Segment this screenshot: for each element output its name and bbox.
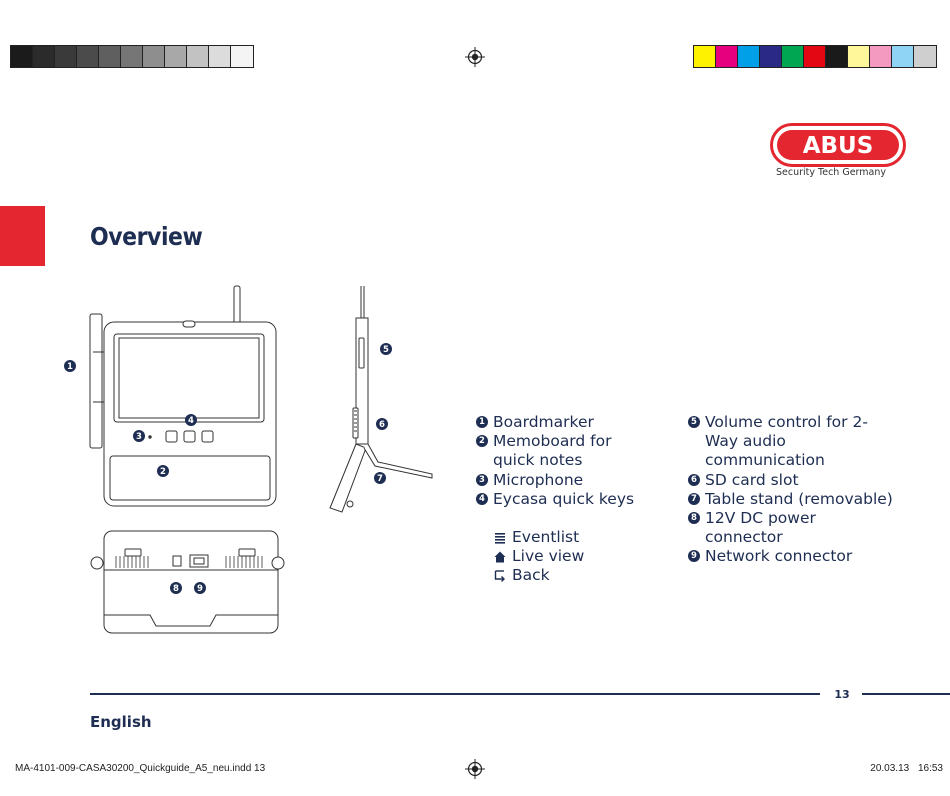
color-swatch: [165, 46, 187, 67]
legend-text: Table stand (removable): [705, 489, 893, 508]
color-swatch: [870, 46, 892, 67]
print-slug-timestamp: 20.03.13 16:53: [870, 763, 943, 774]
color-swatch: [848, 46, 870, 67]
callout-badge-3: [133, 430, 145, 442]
quick-key-list: [494, 528, 644, 586]
svg-text:4: 4: [188, 416, 194, 426]
footer-rule: [90, 693, 820, 695]
color-swatch: [11, 46, 33, 67]
key-label: Live view: [512, 547, 585, 566]
key-item-live-view: [494, 547, 644, 566]
number-badge: 8: [688, 512, 700, 524]
color-bar: [693, 45, 937, 68]
number-badge: 2: [476, 435, 488, 447]
color-swatch: [804, 46, 826, 67]
color-swatch: [121, 46, 143, 67]
svg-text:5: 5: [383, 345, 389, 355]
callout-badge-5: [380, 343, 392, 355]
back-arrow-icon: [494, 570, 506, 582]
key-item-eventlist: [494, 528, 644, 547]
color-swatch: [760, 46, 782, 67]
legend-text: SD card slot: [705, 470, 799, 489]
color-swatch: [209, 46, 231, 67]
legend-item: [688, 471, 898, 490]
svg-text:2: 2: [160, 467, 166, 477]
language-label: English: [90, 713, 152, 731]
home-icon: [494, 551, 506, 563]
callout-badge-7: [374, 472, 386, 484]
grayscale-bar: [10, 45, 254, 68]
number-badge: 9: [688, 550, 700, 562]
color-swatch: [231, 46, 253, 67]
legend-text: Network connector: [705, 547, 853, 566]
legend-item: [476, 471, 676, 490]
color-swatch: [99, 46, 121, 67]
legend-text: Volume control for 2-Way audio communication: [705, 413, 868, 470]
legend-item: [476, 490, 676, 509]
number-badge: 1: [476, 416, 488, 428]
svg-text:3: 3: [136, 432, 142, 442]
front-view: [90, 286, 276, 506]
color-swatch: [716, 46, 738, 67]
abus-logo: [770, 123, 906, 167]
color-swatch: [782, 46, 804, 67]
legend-right: [688, 413, 898, 567]
footer-rule: [862, 693, 950, 695]
legend-text: Eycasa quick keys: [493, 489, 635, 508]
list-icon: [494, 532, 506, 544]
page-number: 13: [834, 688, 850, 701]
legend-item: [476, 432, 676, 470]
logo-tagline: Security Tech Germany: [776, 167, 886, 178]
color-swatch: [77, 46, 99, 67]
legend-item: [688, 413, 898, 471]
svg-text:9: 9: [197, 584, 203, 594]
legend-text: Boardmarker: [493, 413, 594, 431]
bottom-view: [91, 531, 284, 633]
callout-badge-1: [64, 360, 76, 372]
device-illustration: [55, 280, 455, 640]
legend-text: Microphone: [493, 470, 584, 489]
svg-text:7: 7: [377, 474, 383, 484]
number-badge: 4: [476, 493, 488, 505]
color-swatch: [914, 46, 936, 67]
callout-badge-8: [170, 582, 182, 594]
legend-item: [688, 547, 898, 566]
callout-badge-4: [185, 414, 197, 426]
number-badge: 5: [688, 416, 700, 428]
svg-text:8: 8: [173, 584, 179, 594]
color-swatch: [55, 46, 77, 67]
legend-left: [476, 413, 676, 509]
color-swatch: [143, 46, 165, 67]
key-label: Eventlist: [512, 528, 580, 546]
logo-text: ABUS: [802, 133, 874, 159]
color-swatch: [892, 46, 914, 67]
registration-mark-icon: [465, 759, 485, 779]
color-swatch: [826, 46, 848, 67]
svg-text:6: 6: [379, 420, 385, 430]
number-badge: 6: [688, 474, 700, 486]
color-swatch: [694, 46, 716, 67]
color-swatch: [187, 46, 209, 67]
key-label: Back: [512, 566, 550, 585]
callout-badge-2: [157, 465, 169, 477]
legend-text: Memoboard for quick notes: [493, 432, 612, 470]
callout-badge-6: [376, 418, 388, 430]
key-item-back: [494, 566, 644, 585]
print-slug-filename: MA-4101-009-CASA30200_Quickguide_A5_neu.indd 13: [15, 763, 266, 774]
number-badge: 7: [688, 493, 700, 505]
number-badge: 3: [476, 474, 488, 486]
color-swatch: [738, 46, 760, 67]
legend-item: [688, 509, 898, 547]
legend-text: 12V DC power connector: [705, 509, 816, 547]
callout-badge-9: [194, 582, 206, 594]
legend-item: [688, 490, 898, 509]
page-title: Overview: [90, 222, 203, 251]
color-swatch: [33, 46, 55, 67]
registration-mark-icon: [465, 47, 485, 67]
legend-item: [476, 413, 676, 432]
svg-text:1: 1: [67, 362, 73, 372]
section-tab: [0, 206, 45, 266]
